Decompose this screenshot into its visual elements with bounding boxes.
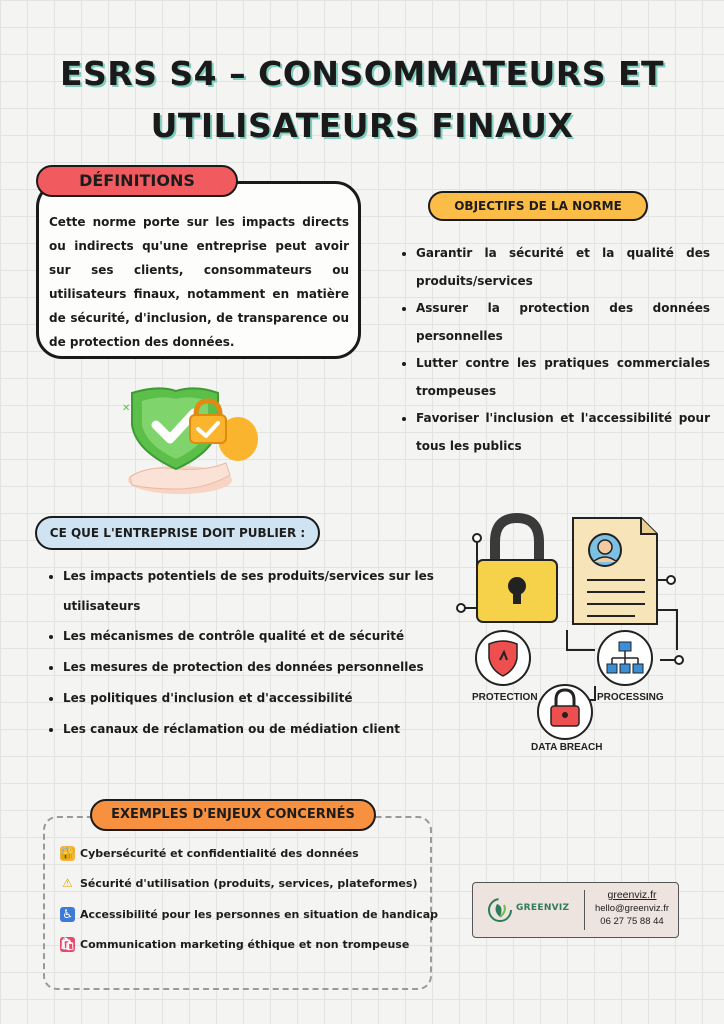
objective-item: • Lutter contre les pratiques commerciales trompeuses [416, 350, 710, 405]
objectives-list [398, 240, 710, 460]
publish-item: • Les impacts potentiels de ses produits/services sur les utilisateurs [63, 561, 445, 621]
diagram-label-protection: PROTECTION [472, 692, 538, 703]
svg-text:✕: ✕ [122, 403, 131, 414]
contact-card [472, 882, 679, 938]
example-text: Cybersécurité et confidentialité des données [80, 846, 359, 860]
warning-icon: ⚠ [62, 876, 73, 891]
examples-list [60, 838, 439, 960]
lock-key-icon: 🔐 [60, 845, 75, 860]
data-protection-diagram [455, 510, 685, 755]
page-title [0, 48, 724, 152]
examples-heading: EXEMPLES D'ENJEUX CONCERNÉS [90, 799, 376, 831]
example-item [60, 838, 430, 869]
example-text: Sécurité d'utilisation (produits, services, plateformes) [80, 877, 418, 891]
objective-item: • Favoriser l'inclusion et l'accessibilité pour tous les publics [416, 405, 710, 460]
shopping-bags-icon: 🛍 [60, 937, 76, 952]
greenviz-logo-icon [487, 897, 513, 923]
diagram-label-processing: PROCESSING [597, 692, 664, 703]
title-line-1: ESRS S4 – CONSOMMATEURS ET [59, 54, 665, 93]
objectives-heading: OBJECTIFS DE LA NORME [428, 191, 648, 221]
publish-item: • Les mesures de protection des données personnelles [63, 652, 445, 683]
contact-divider [584, 890, 585, 930]
publish-item: • Les canaux de réclamation ou de médiation client [63, 714, 445, 745]
publish-item: • Les mécanismes de contrôle qualité et de sécurité [63, 621, 445, 652]
publish-list [45, 561, 445, 745]
objective-item: • Assurer la protection des données personnelles [416, 295, 710, 350]
definitions-heading: DÉFINITIONS [36, 165, 238, 197]
shield-hand-illustration [118, 385, 268, 500]
accessibility-icon: ♿ [60, 907, 75, 922]
example-text: Accessibilité pour les personnes en situation de handicap [80, 907, 439, 921]
greenviz-logo-text: GREENVIZ [516, 903, 570, 913]
publish-heading: CE QUE L'ENTREPRISE DOIT PUBLIER : [35, 516, 320, 550]
website-link[interactable]: greenviz.fr [607, 889, 657, 901]
example-item [60, 930, 430, 961]
phone-text: 06 27 75 88 44 [600, 916, 664, 927]
example-item [60, 899, 439, 930]
definitions-text: Cette norme porte sur les impacts directs ou indirects qu'une entreprise peut avoir sur ses clients, consommateurs ou utilisateurs finaux, notamment en matière de sécurité, d'inclusion, de transparence ou de protection des données. [49, 215, 349, 349]
definitions-box [36, 181, 361, 359]
diagram-label-data-breach: DATA BREACH [531, 742, 603, 753]
email-text[interactable]: hello@greenviz.fr [594, 903, 670, 914]
example-text: Communication marketing éthique et non trompeuse [80, 938, 410, 952]
example-item [60, 869, 430, 900]
publish-item: • Les politiques d'inclusion et d'accessibilité [63, 683, 445, 714]
title-line-2: UTILISATEURS FINAUX [150, 106, 574, 145]
objective-item: • Garantir la sécurité et la qualité des produits/services [416, 240, 710, 295]
contact-info [586, 889, 678, 928]
